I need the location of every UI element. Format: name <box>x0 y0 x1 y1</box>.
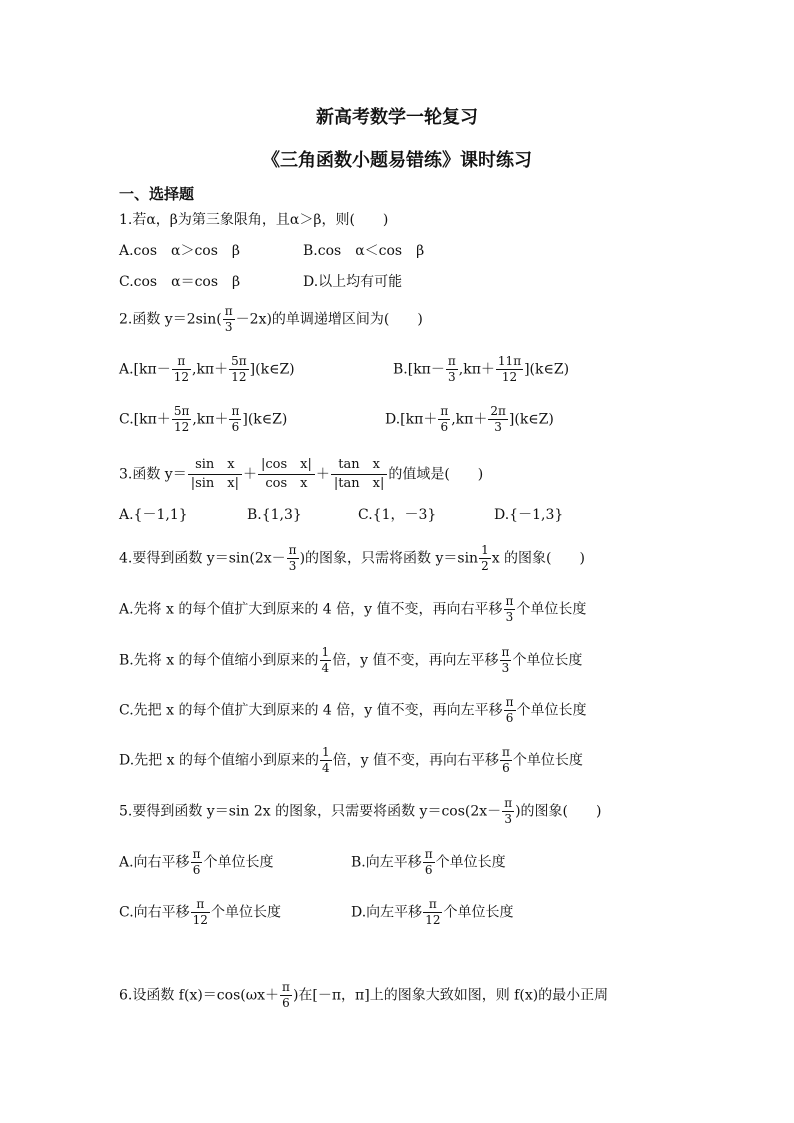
fraction: $\frac{\pi}{12}$ <box>425 897 441 927</box>
question-2-option-a: A.[kπ－ $\frac{\pi}{12}$ ,kπ＋ $\frac{5\pi}{12}$ ](k∈Z) <box>119 354 295 384</box>
question-4-option-a: A.先将 x 的每个值扩大到原来的 4 倍，y 值不变，再向右平移 $\frac{\pi}{3}$ 个单位长度 <box>119 594 587 624</box>
fraction: $\frac{\pi}{3}$ <box>505 594 514 624</box>
fraction: $\frac{\pi}{6}$ <box>424 847 433 877</box>
fraction: $\frac{1}{4}$ <box>321 645 330 675</box>
fraction: $\frac{\pi}{6}$ <box>282 980 290 1010</box>
fraction: $\frac{1}{2}$ <box>481 543 489 573</box>
question-1-option-b: B.cos α＜cos β <box>303 243 425 259</box>
fraction: $\frac{5\pi}{12}$ <box>231 354 247 384</box>
fraction: $\frac{11\pi}{12}$ <box>497 354 522 384</box>
fraction: $\frac{\pi}{12}$ <box>192 897 208 927</box>
question-1-option-c: C.cos α＝cos β <box>119 274 241 290</box>
fraction: $\frac{\pi}{6}$ <box>192 847 201 877</box>
doc-title: 新高考数学一轮复习 <box>316 107 478 128</box>
question-1-option-d: D.以上均有可能 <box>303 274 403 290</box>
fraction: $\frac{\pi}{6}$ <box>505 695 514 725</box>
question-2-option-b: B.[kπ－ $\frac{\pi}{3}$ ,kπ＋ $\frac{11\pi}{12}$ ](k∈Z) <box>393 354 570 384</box>
fraction: $\frac{\text{tan x}}{\text{|tan x|}}$ <box>331 456 387 493</box>
question-6-stem: 6.设函数 f(x)＝cos(ωx＋ $\frac{\pi}{6}$ )在[－π，π]上的图象大致如图，则 f(x)的最小正周 <box>119 980 609 1010</box>
question-4-option-b: B.先将 x 的每个值缩小到原来的 $\frac{1}{4}$ 倍，y 值不变，再向左平移 $\frac{\pi}{3}$ 个单位长度 <box>119 645 583 675</box>
question-3-option-a: A.{－1,1} <box>119 507 188 523</box>
fraction: $\frac{\text{sin x}}{\text{|sin x|}}$ <box>188 456 242 493</box>
fraction: $\frac{2\pi}{3}$ <box>490 404 506 434</box>
question-1-option-a: A.cos α＞cos β <box>119 243 241 259</box>
fraction: $\frac{\pi}{12}$ <box>173 354 189 384</box>
fraction: $\frac{5\pi}{12}$ <box>173 404 190 434</box>
fraction: $\frac{\pi}{3}$ <box>504 796 513 826</box>
question-5-stem: 5.要得到函数 y＝sin 2x 的图象，只需要将函数 y＝cos(2x－ $\frac{\pi}{3}$ )的图象( ) <box>119 796 602 826</box>
fraction: $\frac{\pi}{3}$ <box>288 543 297 573</box>
fraction: $\frac{\pi}{3}$ <box>447 354 456 384</box>
fraction: $\frac{\text{|cos x|}}{\text{cos x}}$ <box>258 456 315 493</box>
question-5-option-a: A.向右平移 $\frac{\pi}{6}$ 个单位长度 <box>119 847 274 877</box>
question-4-option-d: D.先把 x 的每个值缩小到原来的 $\frac{1}{4}$ 倍，y 值不变，再向右平移 $\frac{\pi}{6}$ 个单位长度 <box>119 745 583 775</box>
fraction: $\frac{1}{4}$ <box>321 745 330 775</box>
question-3-option-c: C.{1，－3} <box>358 507 437 523</box>
fraction: $\frac{\pi}{3}$ <box>501 645 510 675</box>
doc-subtitle: 《三角函数小题易错练》课时练习 <box>262 150 532 171</box>
question-3-option-b: B.{1,3} <box>247 507 302 523</box>
fraction: $\frac{\pi}{3}$ <box>224 304 233 334</box>
question-5-option-c: C.向右平移 $\frac{\pi}{12}$ 个单位长度 <box>119 897 281 927</box>
question-3-stem: 3.函数 y＝ $\frac{\text{sin x}}{\text{|sin x|}}$ ＋ $\frac{\text{|cos x|}}{\text{cos x}}$ ＋ $\frac{\text{tan x}}{\text{|tan x|}}$ 的值域是( ) <box>119 457 484 491</box>
question-5-option-d: D.向左平移 $\frac{\pi}{12}$ 个单位长度 <box>351 897 514 927</box>
section-heading: 一、选择题 <box>119 185 195 203</box>
fraction: $\frac{\pi}{6}$ <box>231 404 240 434</box>
question-4-option-c: C.先把 x 的每个值扩大到原来的 4 倍，y 值不变，再向左平移 $\frac{\pi}{6}$ 个单位长度 <box>119 695 587 725</box>
question-3-option-d: D.{－1,3} <box>494 507 564 523</box>
fraction: $\frac{\pi}{6}$ <box>501 745 510 775</box>
question-2-stem: 2.函数 y＝2sin( $\frac{\pi}{3}$ －2x)的单调递增区间为( ) <box>119 304 423 334</box>
question-2-option-d: D.[kπ＋ $\frac{\pi}{6}$ ,kπ＋ $\frac{2\pi}{3}$ ](k∈Z) <box>385 404 554 434</box>
question-1-stem: 1.若α，β为第三象限角，且α＞β，则( ) <box>119 212 389 228</box>
fraction: $\frac{\pi}{6}$ <box>440 404 449 434</box>
question-4-stem: 4.要得到函数 y＝sin(2x－ $\frac{\pi}{3}$ )的图象，只需将函数 y＝sin $\frac{1}{2}$ x 的图象( ) <box>119 543 585 573</box>
question-2-option-c: C.[kπ＋ $\frac{5\pi}{12}$ ,kπ＋ $\frac{\pi}{6}$ ](k∈Z) <box>119 404 288 434</box>
question-5-option-b: B.向左平移 $\frac{\pi}{6}$ 个单位长度 <box>351 847 506 877</box>
